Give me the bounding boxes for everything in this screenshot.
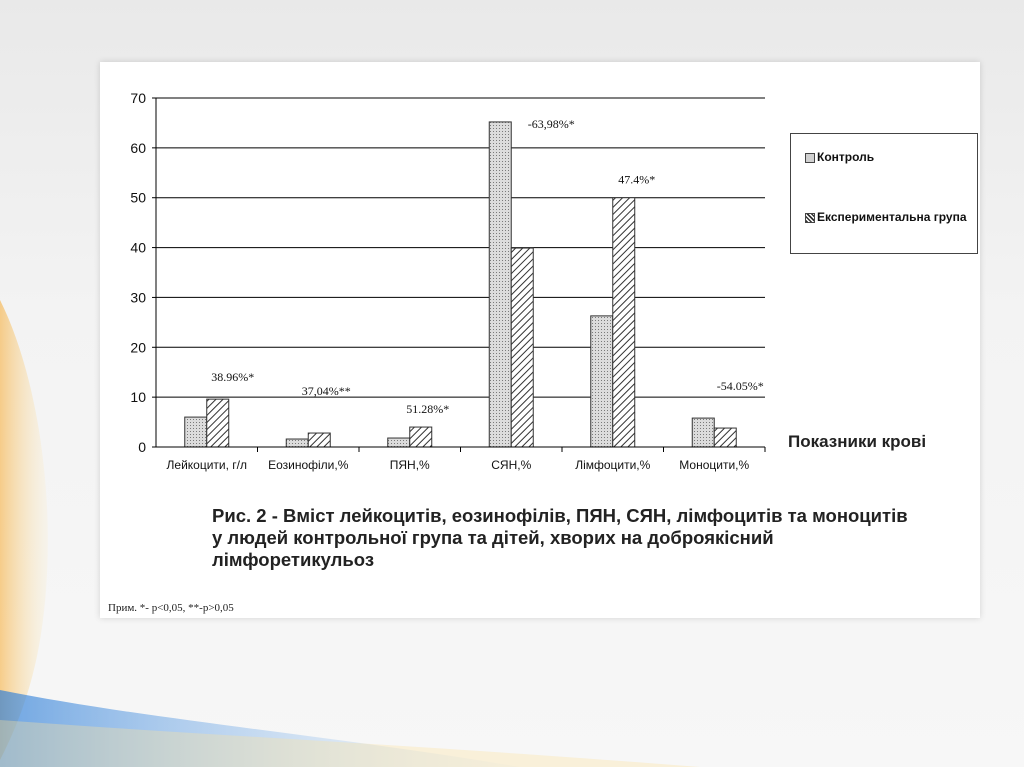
y-tick-label: 60 [130, 139, 146, 156]
legend-swatch-experimental [805, 213, 815, 223]
bar-experimental [308, 433, 330, 447]
bar-control [286, 439, 308, 447]
y-tick-label: 50 [130, 189, 146, 206]
legend-swatch-control [805, 153, 815, 163]
y-tick-label: 20 [130, 339, 146, 356]
y-tick-label: 70 [130, 90, 146, 106]
bars [185, 122, 737, 447]
gridlines [156, 98, 765, 397]
bar-annotation: 38.96%* [211, 370, 255, 385]
bar-experimental [511, 248, 533, 447]
y-tick-label: 0 [138, 439, 146, 455]
bar-control [692, 418, 714, 447]
x-axis-title: Показники крові [788, 432, 927, 451]
bar-control [185, 417, 207, 447]
bar-control [591, 316, 613, 447]
y-tick-label: 10 [130, 389, 146, 406]
legend-label-control: Контроль [817, 150, 875, 164]
axes [152, 98, 765, 452]
bar-annotation: 51.28%* [406, 402, 450, 417]
bar-experimental [714, 428, 736, 447]
y-tick-label: 30 [130, 289, 146, 306]
bar-annotation: 37,04%** [301, 384, 351, 399]
x-tick-label: Лімфоцити,% [575, 458, 651, 472]
bar-annotation: -54.05%* [716, 379, 764, 394]
x-tick-label: Еозинофіли,% [268, 458, 349, 472]
legend-item-experimental [805, 210, 967, 225]
bar-control [489, 122, 511, 447]
x-tick-label: СЯН,% [491, 458, 532, 472]
bar-experimental [410, 427, 432, 447]
legend-item-control [805, 150, 967, 165]
bar-experimental [613, 198, 635, 447]
figure-caption: Рис. 2 - Вміст лейкоцитів, еозинофілів, ПЯН, СЯН, лімфоцитів та моноцитів у людей контрольної група та дітей, хворих на доброякісний лімфоретикульоз [212, 505, 908, 570]
legend-label-experimental: Експериментальна група [817, 210, 967, 224]
bar-annotation: 47.4%* [618, 172, 656, 187]
footnote: Прим. *- р<0,05, **-р>0,05 [108, 602, 234, 614]
x-tick-label: ПЯН,% [389, 458, 430, 472]
figure-card [100, 62, 980, 618]
y-tick-label: 40 [130, 239, 146, 256]
x-tick-label: Моноцити,% [679, 458, 750, 472]
bar-control [388, 438, 410, 447]
legend [790, 133, 978, 254]
bar-annotation: -63,98%* [527, 116, 575, 131]
bar-experimental [207, 399, 229, 447]
x-tick-label: Лейкоцити, г/л [166, 458, 247, 472]
